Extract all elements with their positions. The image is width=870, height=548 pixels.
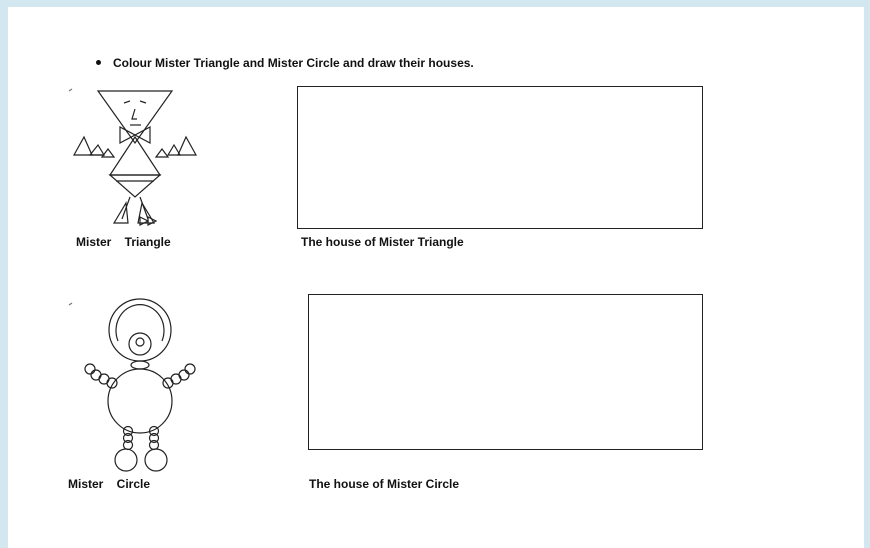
- mister-triangle-caption: Mister Triangle: [76, 235, 171, 249]
- mister-circle-drawing: [64, 297, 214, 472]
- triangle-house-caption: The house of Mister Triangle: [301, 235, 464, 249]
- triangle-house-drawing-box[interactable]: [297, 86, 703, 229]
- worksheet-page: [8, 7, 864, 548]
- triangle-body-lower: [110, 175, 160, 197]
- circle-body: [108, 369, 172, 433]
- circle-head: [109, 299, 171, 361]
- image-marker-icon: [69, 89, 72, 91]
- instruction-line: [96, 56, 474, 70]
- instruction-text: Colour Mister Triangle and Mister Circle and draw their houses.: [113, 56, 474, 70]
- circle-house-caption: The house of Mister Circle: [309, 477, 460, 491]
- circle-house-drawing-box[interactable]: [308, 294, 703, 450]
- bullet-icon: [96, 60, 101, 65]
- image-marker-icon: [69, 303, 72, 305]
- mister-circle-caption: Mister Circle: [68, 477, 151, 491]
- mister-triangle-drawing: [64, 85, 204, 235]
